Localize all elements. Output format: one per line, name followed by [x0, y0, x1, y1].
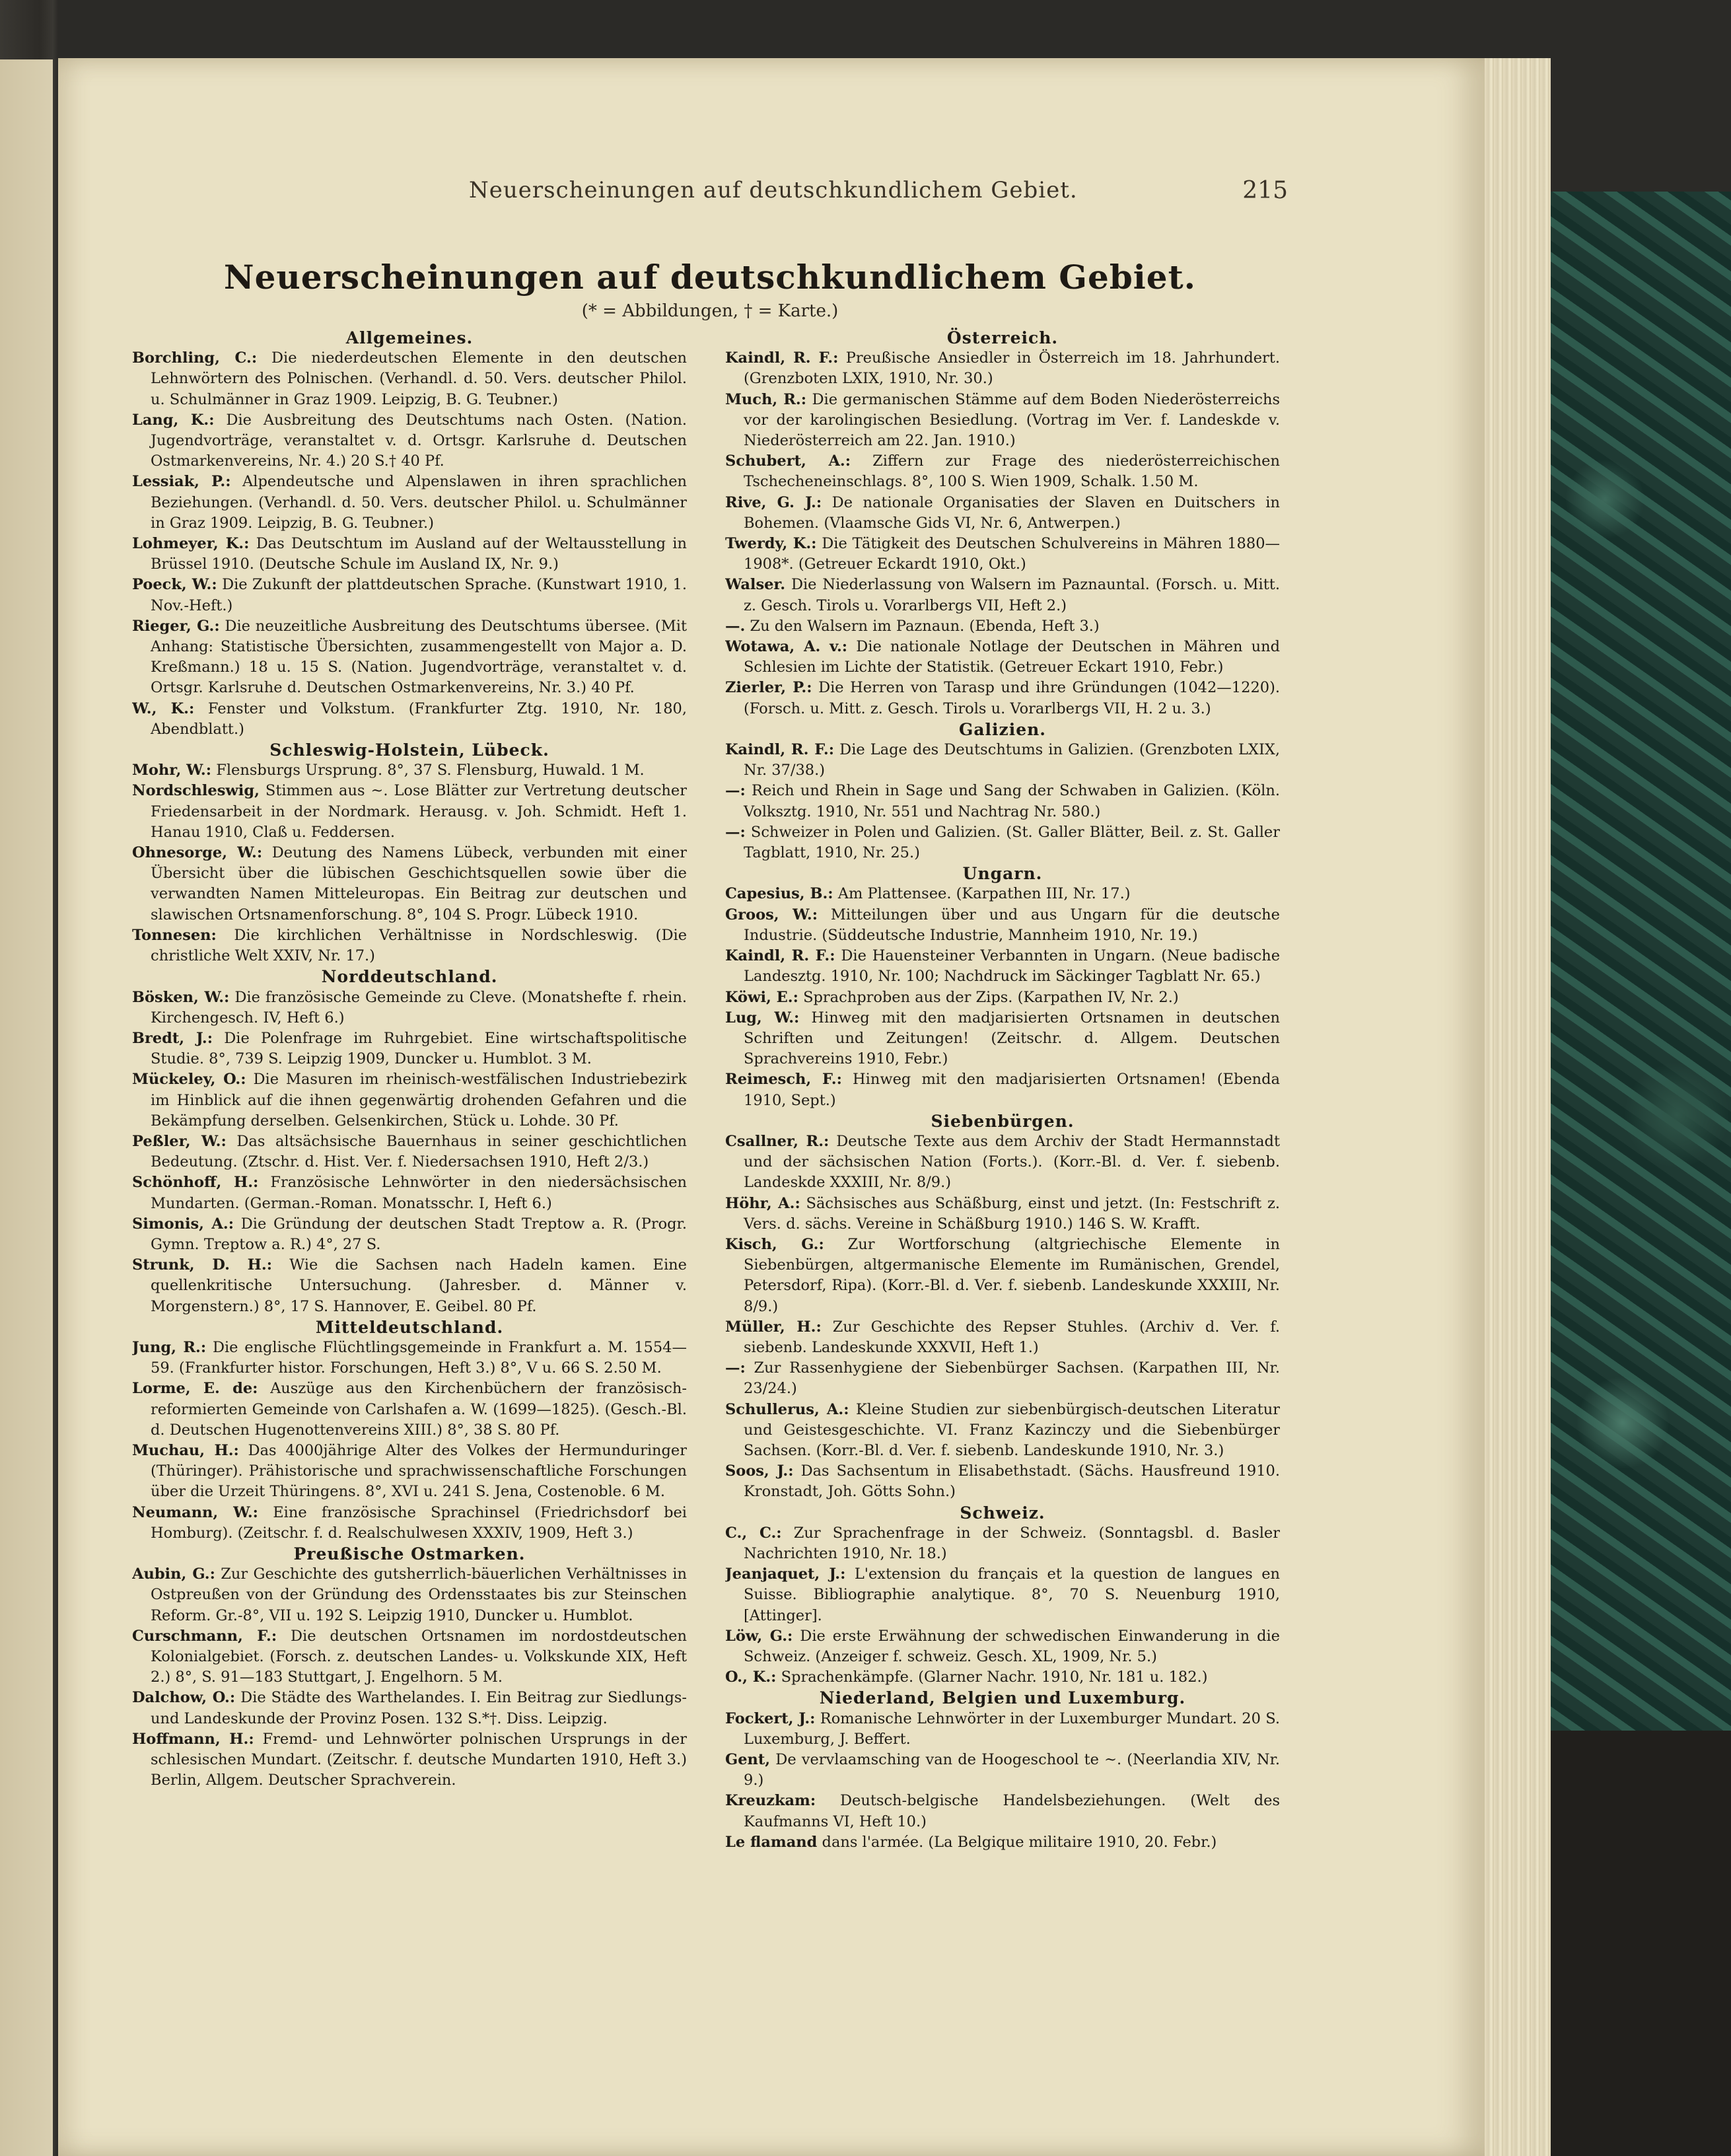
entry-text: Die französische Gemeinde zu Cleve. (Monatshefte f. rhein. Kirchengesch. IV, Heft 6.) — [151, 988, 687, 1026]
entry-text: Zur Geschichte des Repser Stuhles. (Archiv d. Ver. f. siebenb. Landeskunde XXXVII, Heft 1.) — [744, 1318, 1280, 1356]
bibliography-entry — [725, 575, 1280, 616]
dark-background — [1551, 1731, 1731, 2156]
entry-author: Kaindl, R. F.: — [725, 947, 835, 965]
entry-text: Sächsisches aus Schäßburg, einst und jetzt. (In: Festschrift z. Vers. d. sächs. Vereine in Schäßburg 1910.) 146 S. W. Krafft. — [744, 1194, 1280, 1233]
entry-author: Bredt, J.: — [132, 1029, 213, 1047]
entry-text: Flensburgs Ursprung. 8°, 37 S. Flensburg, Huwald. 1 M. — [216, 762, 645, 779]
entry-text: Die Niederlassung von Walsern im Paznauntal. (Forsch. u. Mitt. z. Gesch. Tirols u. Vorarlbergs VII, Heft 2.) — [744, 576, 1280, 614]
entry-text: De nationale Organisaties der Slaven en Duitschers in Bohemen. (Vlaamsche Gids VI, Nr. 6, Antwerpen.) — [744, 493, 1280, 532]
bibliography-entry — [725, 1235, 1280, 1317]
entry-text: Die Lage des Deutschtums in Galizien. (Grenzboten LXIX, Nr. 37/38.) — [744, 741, 1280, 779]
entry-text: Zu den Walsern im Paznaun. (Ebenda, Heft 3.) — [750, 617, 1100, 635]
entry-text: Fremd- und Lehnwörter polnischen Ursprungs in der schlesischen Mundart. (Zeitschr. f. deutsche Mundarten 1910, Heft 3.) Berlin, Allgem. Deutscher Sprachverein. — [151, 1730, 687, 1789]
entry-text: Die neuzeitliche Ausbreitung des Deutschtums übersee. (Mit Anhang: Statistische Übersichten, zusammengestellt von Major a. D. Kreßmann.) 18 u. 15 S. (Nation. Jugendvorträge, veranstaltet v. d. Ortsgr. Karlsruhe d. Deutschen Ostmarkenvereins, Nr. 3.) 40 Pf. — [151, 617, 687, 697]
entry-author: Lorme, E. de: — [132, 1380, 258, 1398]
bibliography-entry — [132, 760, 687, 781]
entry-author: Müller, H.: — [725, 1318, 822, 1336]
bibliography-entry — [132, 534, 687, 575]
entry-author: Kreuzkam: — [725, 1792, 816, 1810]
section-heading: Galizien. — [958, 719, 1047, 739]
bibliography-entry — [132, 410, 687, 472]
bibliography-entry — [725, 1791, 1280, 1832]
entry-author: Muchau, H.: — [132, 1441, 239, 1459]
section-heading: Schleswig-Holstein, Lübeck. — [269, 740, 549, 760]
entry-author: Schullerus, A.: — [725, 1400, 849, 1418]
bibliography-entry — [132, 1214, 687, 1255]
entry-text: Zur Sprachenfrage in der Schweiz. (Sonntagsbl. d. Basler Nachrichten 1910, Nr. 18.) — [744, 1524, 1280, 1562]
bibliography-entry — [725, 1626, 1280, 1667]
entry-text: Hinweg mit den madjarisierten Ortsnamen in deutschen Schriften und Zeitungen! (Zeitschr. d. Allgem. Deutschen Sprachvereins 1910, Febr.) — [744, 1009, 1280, 1068]
left-page-edge — [0, 59, 53, 2156]
running-head — [132, 177, 1288, 217]
bibliography-entry — [725, 1564, 1280, 1626]
entry-text: Die Polenfrage im Ruhrgebiet. Eine wirtschaftspolitische Studie. 8°, 739 S. Leipzig 1909, Duncker u. Humblot. 3 M. — [151, 1029, 687, 1068]
entry-text: Die Hauensteiner Verbannten in Ungarn. (Neue badische Landesztg. 1910, Nr. 100; Nachdruck im Säckinger Tagblatt Nr. 65.) — [744, 947, 1280, 986]
left-column — [132, 328, 687, 1926]
entry-text: Deutsche Texte aus dem Archiv der Stadt Hermannstadt und der sächsischen Nation (Forts.). (Korr.-Bl. d. Ver. f. siebenb. Landeskde XXXIII, Nr. 8/9.) — [744, 1132, 1280, 1192]
bibliography-entry — [132, 1379, 687, 1441]
entry-text: L'extension du français et la question de langues en Suisse. Bibliographie analytique. 8°, 70 S. Neuenburg 1910, [Attinger]. — [744, 1565, 1280, 1624]
bibliography-entry — [725, 1832, 1280, 1853]
legend: (* = Abbildungen, † = Karte.) — [581, 301, 839, 321]
section-heading: Norddeutschland. — [321, 967, 498, 987]
marbled-edge — [1551, 192, 1731, 1731]
entry-author: Nordschleswig, — [132, 782, 260, 800]
entry-author: Kaindl, R. F.: — [725, 349, 839, 367]
bibliography-entry — [725, 1194, 1280, 1235]
bibliography-entry — [132, 1338, 687, 1379]
entry-author: Rive, G. J.: — [725, 493, 822, 511]
entry-author: Neumann, W.: — [132, 1503, 258, 1521]
entry-author: Lessiak, P.: — [132, 473, 231, 491]
entry-text: Hinweg mit den madjarisierten Ortsnamen! (Ebenda 1910, Sept.) — [744, 1071, 1280, 1109]
entry-text: Das altsächsische Bauernhaus in seiner geschichtlichen Bedeutung. (Ztschr. d. Hist. Ver. f. Niedersachsen 1910, Heft 2/3.) — [151, 1132, 687, 1171]
bibliography-entry — [132, 1441, 687, 1503]
section-heading: Siebenbürgen. — [931, 1111, 1075, 1131]
running-title: Neuerscheinungen auf deutschkundlichem Gebiet. — [469, 177, 1078, 203]
entry-text: Die Gründung der deutschen Stadt Treptow a. R. (Progr. Gymn. Treptow a. R.) 4°, 27 S. — [151, 1215, 687, 1253]
entry-author: Peßler, W.: — [132, 1132, 227, 1150]
right-column — [725, 328, 1280, 1926]
entry-text: Die Tätigkeit des Deutschen Schulvereins in Mähren 1880—1908*. (Getreuer Eckardt 1910, Okt.) — [744, 535, 1280, 573]
bibliography-entry — [725, 534, 1280, 575]
bibliography-entry — [132, 1626, 687, 1688]
entry-text: dans l'armée. (La Belgique militaire 1910, 20. Febr.) — [822, 1833, 1217, 1851]
bibliography-entry — [725, 1750, 1280, 1791]
bibliography-entry — [725, 1667, 1280, 1688]
entry-text: Wie die Sachsen nach Hadeln kamen. Eine quellenkritische Untersuchung. (Jahresber. d. Männer v. Morgenstern.) 8°, 17 S. Hannover, E. Geibel. 80 Pf. — [151, 1256, 687, 1315]
entry-author: —. — [725, 617, 746, 635]
bibliography-entry — [725, 884, 1280, 904]
entry-author: Le flamand — [725, 1833, 818, 1851]
entry-author: —: — [725, 823, 746, 841]
entry-text: Das Sachsentum in Elisabethstadt. (Sächs. Hausfreund 1910. Kronstadt, Joh. Götts Sohn.) — [744, 1462, 1280, 1501]
entry-author: Wotawa, A. v.: — [725, 638, 848, 656]
entry-text: Alpendeutsche und Alpenslawen in ihren sprachlichen Beziehungen. (Verhandl. d. 50. Vers. deutscher Philol. u. Schulmänner in Graz 1909. Leipzig, B. G. Teubner.) — [151, 473, 687, 532]
entry-text: Deutsch-belgische Handelsbeziehungen. (Welt des Kaufmanns VI, Heft 10.) — [744, 1792, 1280, 1830]
entry-author: Tonnesen: — [132, 926, 217, 944]
entry-author: —: — [725, 1359, 746, 1377]
entry-text: Das Deutschtum im Ausland auf der Weltausstellung in Brüssel 1910. (Deutsche Schule im Ausland IX, Nr. 9.) — [151, 535, 687, 573]
entry-author: C., C.: — [725, 1524, 782, 1542]
bibliography-entry — [725, 822, 1280, 863]
bibliography-entry — [132, 699, 687, 740]
entry-text: Fenster und Volkstum. (Frankfurter Ztg. 1910, Nr. 180, Abendblatt.) — [151, 700, 687, 738]
entry-text: Die niederdeutschen Elemente in den deutschen Lehnwörtern des Polnischen. (Verhandl. d. 50. Vers. deutscher Philol. u. Schulmänner in Graz 1909. Leipzig, B. G. Teubner.) — [151, 349, 687, 408]
bibliography-entry — [132, 1255, 687, 1317]
entry-author: Strunk, D. H.: — [132, 1256, 273, 1274]
entry-text: Zur Geschichte des gutsherrlich-bäuerlichen Verhältnisses in Ostpreußen von der Gründung des Ordensstaates bis zur Steinschen Reform. Gr.-8°, VII u. 192 S. Leipzig 1910, Duncker u. Humblot. — [151, 1565, 687, 1624]
entry-text: De vervlaamsching van de Hoogeschool te ~. (Neerlandia XIV, Nr. 9.) — [744, 1751, 1280, 1789]
entry-author: Köwi, E.: — [725, 988, 798, 1006]
bibliography-entry — [132, 1132, 687, 1172]
entry-author: Schubert, A.: — [725, 452, 851, 470]
bibliography-entry — [132, 575, 687, 616]
entry-text: Die Zukunft der plattdeutschen Sprache. (Kunstwart 1910, 1. Nov.-Heft.) — [151, 576, 687, 614]
entry-text: Die kirchlichen Verhältnisse in Nordschleswig. (Die christliche Welt XXIV, Nr. 17.) — [151, 926, 687, 965]
bibliography-entry — [132, 1028, 687, 1069]
entry-author: Zierler, P.: — [725, 679, 812, 697]
bibliography-entry — [132, 616, 687, 699]
entry-text: Am Plattensee. (Karpathen III, Nr. 17.) — [837, 885, 1131, 903]
entry-text: Zur Rassenhygiene der Siebenbürger Sachsen. (Karpathen III, Nr. 23/24.) — [744, 1359, 1280, 1398]
entry-author: Lang, K.: — [132, 411, 215, 429]
entry-text: Stimmen aus ~. Lose Blätter zur Vertretung deutscher Friedensarbeit in der Nordmark. Herausg. v. Joh. Schmidt. Heft 1. Hanau 1910, Claß u. Feddersen. — [151, 782, 687, 841]
bibliography-entry — [725, 637, 1280, 678]
entry-text: Die englische Flüchtlingsgemeinde in Frankfurt a. M. 1554—59. (Frankfurter histor. Forschungen, Heft 3.) 8°, V u. 66 S. 2.50 M. — [151, 1338, 687, 1377]
bibliography-entry — [725, 390, 1280, 452]
entry-author: Capesius, B.: — [725, 885, 833, 903]
bibliography-entry — [725, 988, 1280, 1008]
entry-author: Soos, J.: — [725, 1462, 794, 1480]
bibliography-entry — [725, 740, 1280, 781]
bibliography-entry — [132, 988, 687, 1028]
entry-text: Zur Wortforschung (altgriechische Elemente in Siebenbürgen, altgermanische Elemente im Rumänischen, Grendel, Petersdorf, Ripa). (Korr.-Bl. d. Ver. f. siebenb. Landeskunde XXXIII, Nr. 8/9.) — [744, 1235, 1280, 1315]
entry-text: Ziffern zur Frage des niederösterreichischen Tschecheneinschlags. 8°, 100 S. Wien 1909, Schalk. 1.50 M. — [744, 452, 1280, 491]
entry-author: Walser. — [725, 576, 786, 594]
entry-author: Borchling, C.: — [132, 349, 258, 367]
entry-text: Die Masuren im rheinisch-westfälischen Industriebezirk im Hinblick auf die ihnen gegenwärtig drohenden Gefahren und die Bekämpfung derselben. Gelsenkirchen, Stück u. Lohde. 30 Pf. — [151, 1071, 687, 1130]
entry-author: Simonis, A.: — [132, 1215, 234, 1233]
entry-author: Jung, R.: — [132, 1338, 207, 1356]
entry-text: Die Herren von Tarasp und ihre Gründungen (1042—1220). (Forsch. u. Mitt. z. Gesch. Tirols u. Vorarlbergs VII, H. 2 u. 3.) — [744, 679, 1280, 717]
section-heading: Ungarn. — [962, 864, 1043, 884]
bibliography-entry — [725, 1069, 1280, 1110]
entry-text: Preußische Ansiedler in Österreich im 18. Jahrhundert. (Grenzboten LXIX, 1910, Nr. 30.) — [744, 349, 1280, 388]
bibliography-entry — [725, 493, 1280, 534]
entry-text: Sprachenkämpfe. (Glarner Nachr. 1910, Nr. 181 u. 182.) — [781, 1669, 1208, 1686]
entry-text: Auszüge aus den Kirchenbüchern der französisch-reformierten Gemeinde von Carlshafen a. W. (1699—1825). (Gesch.-Bl. d. Deutschen Hugenottenvereins XIII.) 8°, 38 S. 80 Pf. — [151, 1380, 687, 1439]
entry-author: Ohnesorge, W.: — [132, 844, 263, 862]
entry-author: Fockert, J.: — [725, 1709, 816, 1727]
entry-text: Mitteilungen über und aus Ungarn für die deutsche Industrie. (Süddeutsche Industrie, Mannheim 1910, Nr. 19.) — [744, 906, 1280, 944]
entry-author: W., K.: — [132, 700, 195, 717]
entry-author: Mohr, W.: — [132, 762, 212, 779]
bibliography-entry — [132, 1688, 687, 1729]
entry-text: Schweizer in Polen und Galizien. (St. Galler Blätter, Beil. z. St. Galler Tagblatt, 1910, Nr. 25.) — [744, 823, 1280, 862]
entry-text: Die germanischen Stämme auf dem Boden Niederösterreichs vor der karolingischen Besiedlung. (Vortrag im Ver. f. Landeskde v. Niederösterreich am 22. Jan. 1910.) — [744, 390, 1280, 450]
entry-author: Aubin, G.: — [132, 1565, 215, 1583]
page-number: 215 — [1242, 177, 1288, 204]
bibliography-entry — [725, 1358, 1280, 1399]
bibliography-entry — [132, 348, 687, 410]
section-heading: Preußische Ostmarken. — [293, 1544, 526, 1563]
entry-author: Jeanjaquet, J.: — [725, 1565, 846, 1583]
section-heading: Österreich. — [946, 328, 1059, 347]
entry-author: —: — [725, 782, 746, 800]
entry-author: Bösken, W.: — [132, 988, 230, 1006]
entry-text: Die erste Erwähnung der schwedischen Einwanderung in die Schweiz. (Anzeiger f. schweiz. Gesch. XL, 1909, Nr. 5.) — [744, 1627, 1280, 1665]
bibliography-entry — [725, 1132, 1280, 1194]
bibliography-entry — [132, 1564, 687, 1626]
entry-text: Sprachproben aus der Zips. (Karpathen IV, Nr. 2.) — [803, 988, 1179, 1006]
entry-text: Das 4000jährige Alter des Volkes der Hermunduringer (Thüringer). Prähistorische und sprachwissenschaftliche Forschungen über die Urzeit Thüringens. 8°, XVI u. 241 S. Jena, Costenoble. 6 M. — [151, 1441, 687, 1501]
entry-text: Deutung des Namens Lübeck, verbunden mit einer Übersicht über die lübischen Geschichtsquellen sowie über die verwandten Namen Mitteleuropas. Ein Beitrag zur deutschen und slawischen Ortsnamenforschung. 8°, 104 S. Progr. Lübeck 1910. — [151, 844, 687, 923]
entry-author: Kaindl, R. F.: — [725, 741, 835, 759]
bibliography-entry — [132, 781, 687, 843]
bibliography-entry — [725, 905, 1280, 946]
bibliography-entry — [725, 616, 1280, 637]
entry-author: O., K.: — [725, 1669, 777, 1686]
entry-author: Löw, G.: — [725, 1627, 793, 1645]
entry-text: Reich und Rhein in Sage und Sang der Schwaben in Galizien. (Köln. Volksztg. 1910, Nr. 551 und Nachtrag Nr. 580.) — [744, 782, 1280, 820]
entry-author: Mückeley, O.: — [132, 1071, 246, 1089]
bibliography-entry — [725, 1400, 1280, 1462]
entry-author: Reimesch, F.: — [725, 1071, 842, 1089]
bibliography-entry — [132, 925, 687, 966]
section-heading: Allgemeines. — [345, 328, 474, 347]
entry-author: Groos, W.: — [725, 906, 818, 923]
page-edges — [1485, 58, 1551, 2156]
bibliography-entry — [725, 1709, 1280, 1750]
bibliography-entry — [725, 1317, 1280, 1358]
bibliography-entry — [132, 843, 687, 925]
entry-text: Die nationale Notlage der Deutschen in Mähren und Schlesien im Lichte der Statistik. (Getreuer Eckart 1910, Febr.) — [744, 638, 1280, 676]
entry-author: Curschmann, F.: — [132, 1627, 277, 1645]
entry-text: Eine französische Sprachinsel (Friedrichsdorf bei Homburg). (Zeitschr. f. d. Realschulwesen XXXIV, 1909, Heft 3.) — [151, 1503, 687, 1542]
entry-author: Lug, W.: — [725, 1009, 800, 1026]
entry-text: Die Städte des Warthelandes. I. Ein Beitrag zur Siedlungs- und Landeskunde der Provinz Posen. 132 S.*†. Diss. Leipzig. — [151, 1689, 687, 1727]
entry-author: Rieger, G.: — [132, 617, 220, 635]
section-heading: Schweiz. — [960, 1503, 1045, 1523]
entry-text: Die Ausbreitung des Deutschtums nach Osten. (Nation. Jugendvorträge, veranstaltet v. d. Ortsgr. Karlsruhe d. Deutschen Ostmarkenvereins, Nr. 4.) 20 S.† 40 Pf. — [151, 411, 687, 470]
entry-author: Poeck, W.: — [132, 576, 217, 594]
bibliography-entry — [725, 1461, 1280, 1502]
entry-author: Lohmeyer, K.: — [132, 535, 250, 553]
entry-text: Kleine Studien zur siebenbürgisch-deutschen Literatur und Geistesgeschichte. VI. Franz Kazinczy und die Siebenbürger Sachsen. (Korr.-Bl. d. Ver. f. siebenb. Landeskunde 1910, Nr. 3.) — [744, 1400, 1280, 1459]
bibliography-entry — [132, 1069, 687, 1132]
page-title: Neuerscheinungen auf deutschkundlichem Gebiet. — [223, 258, 1197, 297]
entry-author: Dalchow, O.: — [132, 1689, 236, 1707]
bibliography-entry — [725, 946, 1280, 987]
entry-author: Gent, — [725, 1751, 771, 1769]
entry-author: Hoffmann, H.: — [132, 1730, 254, 1748]
entry-author: Twerdy, K.: — [725, 535, 817, 553]
entry-text: Französische Lehnwörter in den niedersächsischen Mundarten. (German.-Roman. Monatsschr. I, Heft 6.) — [151, 1174, 687, 1212]
entry-text: Die deutschen Ortsnamen im nordostdeutschen Kolonialgebiet. (Forsch. z. deutschen Landes- u. Volkskunde XIX, Heft 2.) 8°, S. 91—183 Stuttgart, J. Engelhorn. 5 M. — [151, 1627, 687, 1686]
entry-text: Romanische Lehnwörter in der Luxemburger Mundart. 20 S. Luxemburg, J. Beffert. — [744, 1709, 1280, 1748]
entry-author: Much, R.: — [725, 390, 807, 408]
bibliography-entry — [132, 472, 687, 534]
entry-author: Höhr, A.: — [725, 1194, 800, 1212]
bibliography-entry — [132, 1503, 687, 1544]
entry-author: Csallner, R.: — [725, 1132, 830, 1150]
bibliography-entry — [725, 1523, 1280, 1564]
bibliography-entry — [725, 348, 1280, 389]
bibliography-entry — [132, 1172, 687, 1213]
bibliography-entry — [132, 1729, 687, 1791]
bibliography-entry — [725, 678, 1280, 719]
bibliography-entry — [725, 781, 1280, 822]
section-heading: Mitteldeutschland. — [315, 1317, 504, 1337]
bibliography-entry — [725, 451, 1280, 492]
entry-author: Kisch, G.: — [725, 1235, 824, 1253]
bibliography-entry — [725, 1008, 1280, 1070]
entry-author: Schönhoff, H.: — [132, 1174, 259, 1192]
section-heading: Niederland, Belgien und Luxemburg. — [819, 1688, 1186, 1708]
